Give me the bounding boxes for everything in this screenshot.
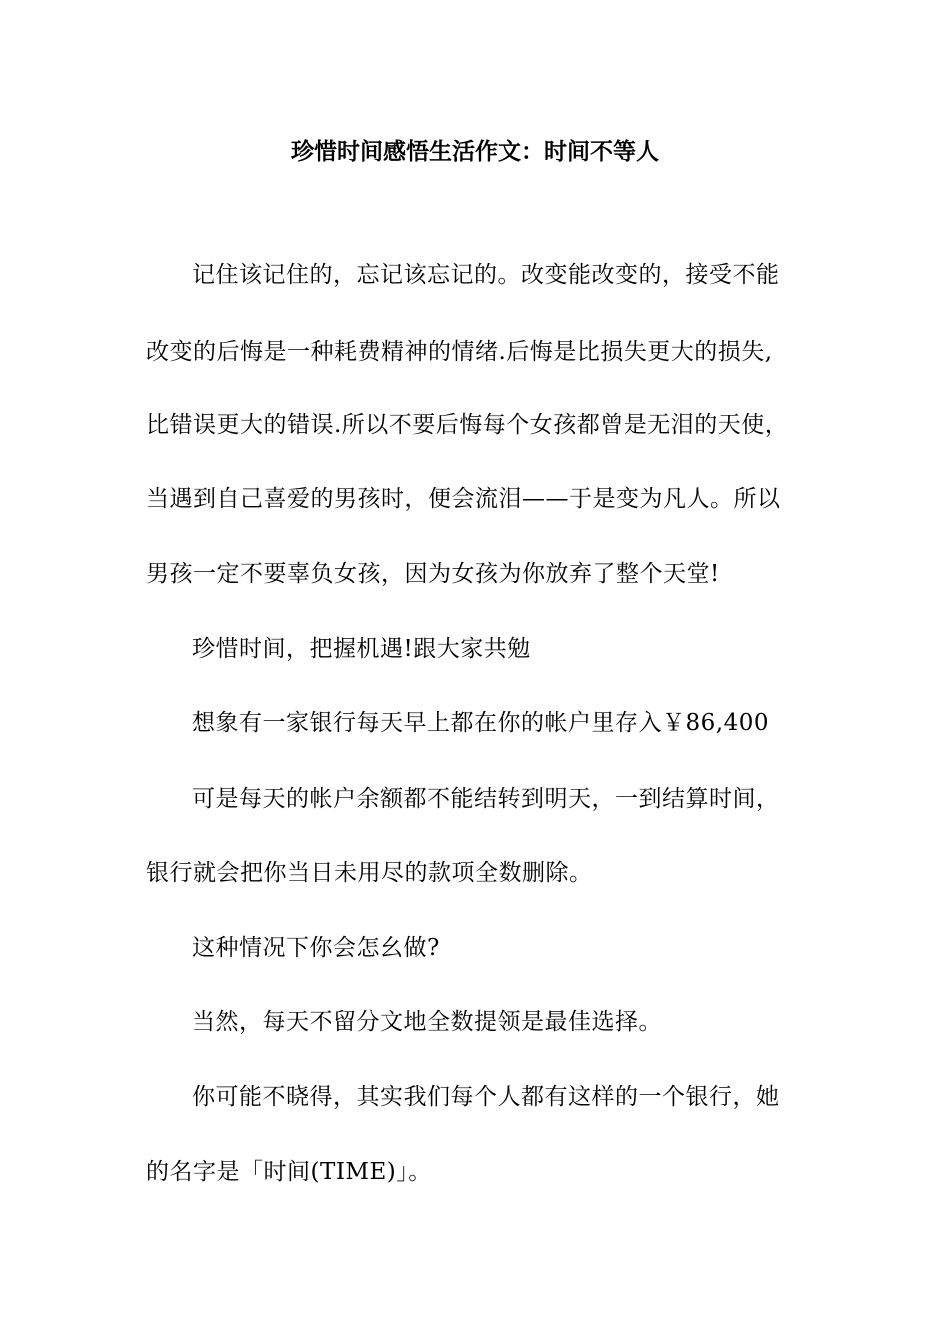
- paragraph-line: 改变的后悔是一种耗费精神的情绪.后悔是比损失更大的损失,: [146, 339, 773, 365]
- paragraph-line: 比错误更大的错误.所以不要后悔每个女孩都曾是无泪的天使，: [146, 412, 789, 438]
- paragraph-line: 可是每天的帐户余额都不能结转到明天，一到结算时间，: [192, 786, 780, 812]
- paragraph-line: 这种情况下你会怎幺做?: [192, 935, 440, 961]
- paragraph-line: 银行就会把你当日未用尽的款项全数删除。: [146, 860, 593, 886]
- paragraph-line: 的名字是「时间(TIME)」。: [146, 1159, 432, 1185]
- paragraph-line: 记住该记住的，忘记该忘记的。改变能改变的，接受不能: [192, 262, 780, 288]
- paragraph-line: 当遇到自己喜爱的男孩时，便会流泪——于是变为凡人。所以: [146, 486, 781, 512]
- paragraph-line: 你可能不晓得，其实我们每个人都有这样的一个银行，她: [192, 1084, 780, 1110]
- document-title: 珍惜时间感悟生活作文：时间不等人: [291, 139, 659, 165]
- paragraph-line: 男孩一定不要辜负女孩，因为女孩为你放弃了整个天堂!: [146, 561, 720, 587]
- paragraph-line: 当然，每天不留分文地全数提领是最佳选择。: [192, 1009, 662, 1035]
- paragraph-line: 想象有一家银行每天早上都在你的帐户里存入￥86,400: [192, 710, 769, 736]
- paragraph-line: 珍惜时间，把握机遇!跟大家共勉: [192, 636, 531, 662]
